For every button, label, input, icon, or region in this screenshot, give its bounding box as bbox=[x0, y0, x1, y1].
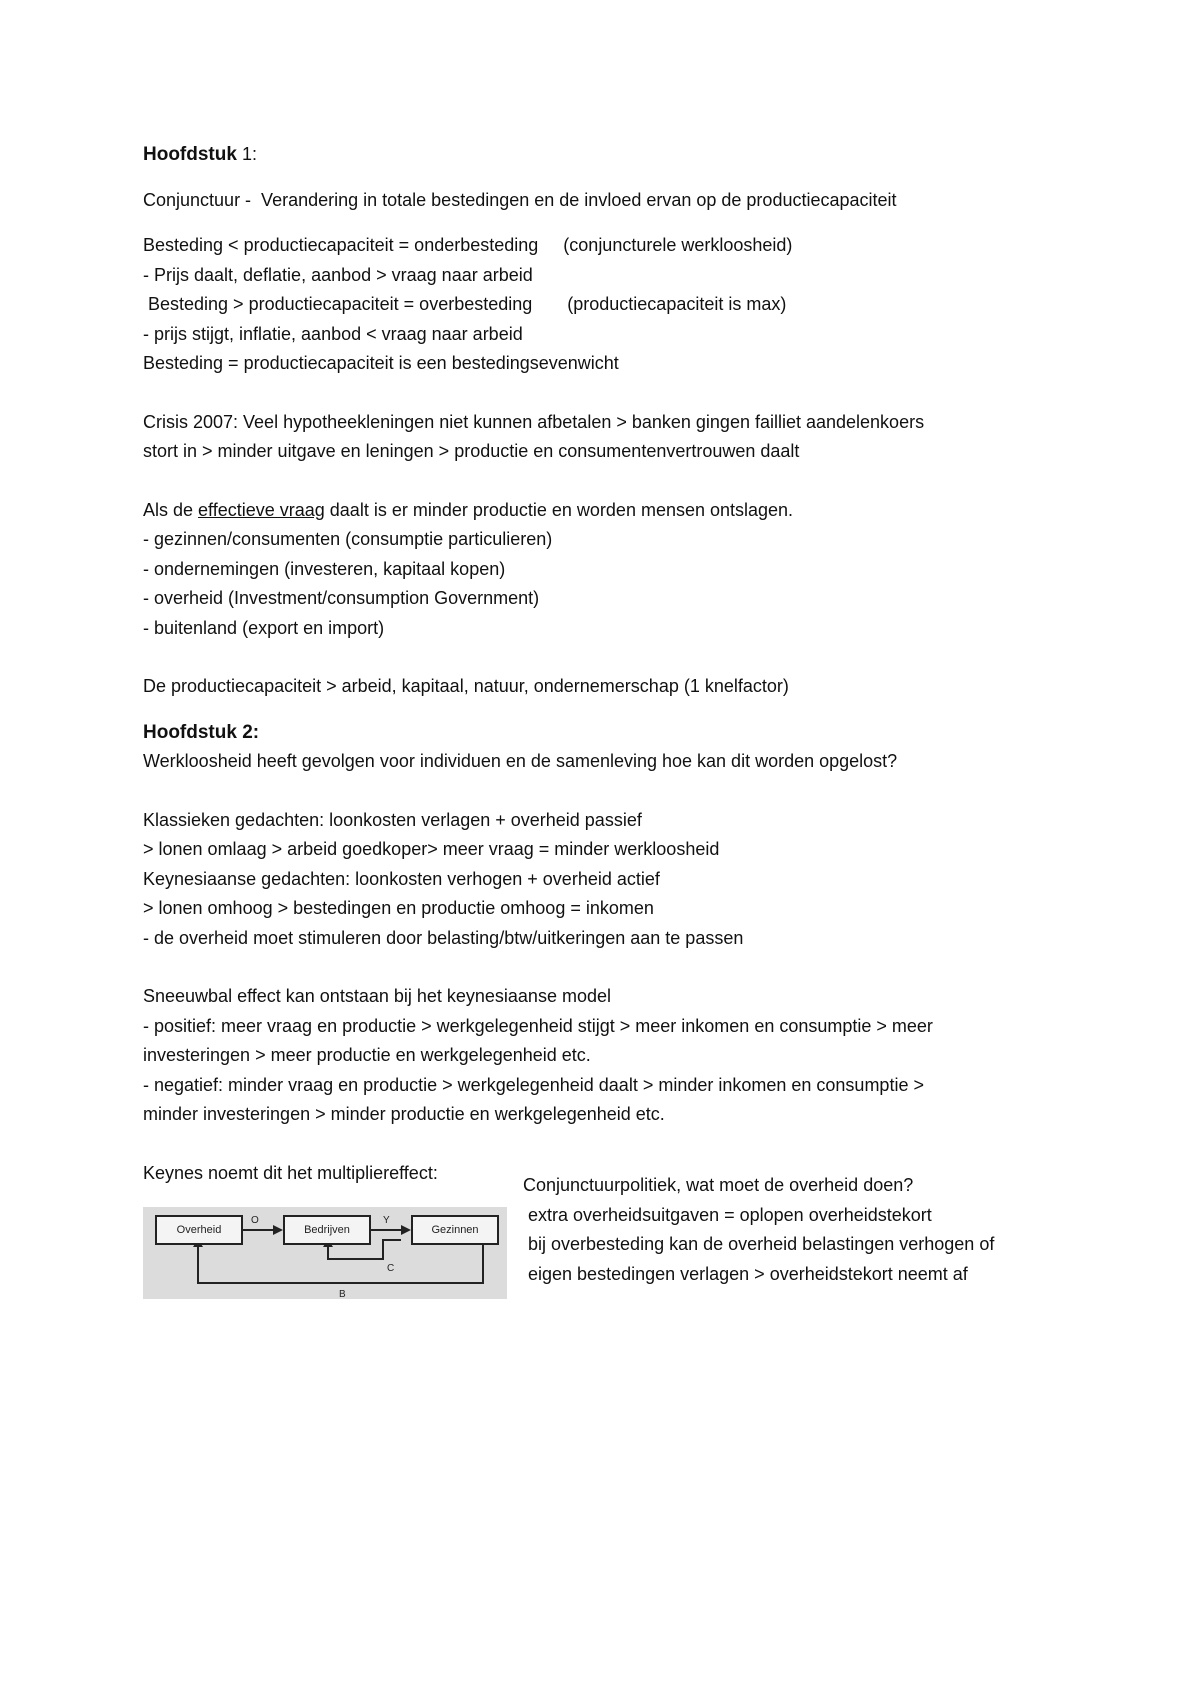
conjunctuurpolitiek-title: Conjunctuurpolitiek, wat moet de overheid doen? bbox=[523, 1175, 914, 1195]
list-item: - overheid (Investment/consumption Government) bbox=[143, 588, 540, 608]
onderbesteding-line: Besteding < productiecapaciteit = onderbesteding (conjuncturele werkloosheid) bbox=[143, 235, 793, 255]
productiecapaciteit-line: De productiecapaciteit > arbeid, kapitaal, natuur, ondernemerschap (1 knelfactor) bbox=[143, 676, 789, 696]
heading-chapter-1: Hoofdstuk 1: bbox=[143, 144, 257, 165]
effectieve-vraag-line: Als de effectieve vraag daalt is er minder productie en worden mensen ontslagen. bbox=[143, 499, 794, 520]
evenwicht-line: Besteding = productiecapaciteit is een bestedingsevenwicht bbox=[143, 353, 619, 373]
diagram-label-o: O bbox=[251, 1215, 259, 1226]
list-item: - buitenland (export en import) bbox=[143, 617, 385, 638]
conjunctuurpolitiek-line: extra overheidsuitgaven = oplopen overheidstekort bbox=[523, 1204, 932, 1225]
crisis-line-1: Crisis 2007: Veel hypotheekleningen niet kunnen afbetalen > banken gingen failliet aandelenkoers bbox=[143, 411, 925, 432]
sneeuwbal-line: Sneeuwbal effect kan ontstaan bij het keynesiaanse model bbox=[143, 986, 611, 1006]
inflatie-line: - prijs stijgt, inflatie, aanbod < vraag naar arbeid bbox=[143, 323, 523, 344]
document-page bbox=[143, 140, 1083, 1188]
diagram-box-bedrijven: Bedrijven bbox=[283, 1215, 371, 1245]
effectieve-vraag-term: effectieve vraag bbox=[198, 499, 325, 520]
conjunctuurpolitiek-line: bij overbesteding kan de overheid belastingen verhogen of bbox=[523, 1234, 995, 1254]
overheid-stimuleren-line: - de overheid moet stimuleren door belasting/btw/uitkeringen aan te passen bbox=[143, 927, 744, 948]
crisis-line-2: stort in > minder uitgave en leningen > productie en consumentenvertrouwen daalt bbox=[143, 441, 800, 461]
multipliereffect-line: Keynes noemt dit het multipliereffect: bbox=[143, 1162, 438, 1183]
conjunctuurpolitiek-block bbox=[523, 1171, 1083, 1289]
sneeuwbal-negatief-2: minder investeringen > minder productie en werkgelegenheid etc. bbox=[143, 1104, 665, 1124]
klassieken-line: Klassieken gedachten: loonkosten verlagen + overheid passief bbox=[143, 809, 642, 830]
keynesiaans-line: Keynesiaanse gedachten: loonkosten verhogen + overheid actief bbox=[143, 868, 660, 889]
sneeuwbal-positief-2: investeringen > meer productie en werkgelegenheid etc. bbox=[143, 1045, 591, 1065]
diagram-label-y: Y bbox=[383, 1215, 390, 1226]
sneeuwbal-negatief-1: - negatief: minder vraag en productie > werkgelegenheid daalt > minder inkomen en consumptie > bbox=[143, 1074, 924, 1095]
diagram-label-b: B bbox=[339, 1289, 346, 1299]
overbesteding-line: Besteding > productiecapaciteit = overbesteding (productiecapaciteit is max) bbox=[143, 294, 787, 314]
sneeuwbal-positief-1: - positief: meer vraag en productie > werkgelegenheid stijgt > meer inkomen en consumptie > meer bbox=[143, 1015, 933, 1036]
klassieken-effect-line: > lonen omlaag > arbeid goedkoper> meer vraag = minder werkloosheid bbox=[143, 839, 720, 859]
diagram-label-c: C bbox=[387, 1263, 395, 1274]
diagram-box-gezinnen: Gezinnen bbox=[411, 1215, 499, 1245]
conjunctuur-definition: Conjunctuur - Verandering in totale bestedingen en de invloed ervan op de productiecapaciteit bbox=[143, 189, 897, 210]
conjunctuurpolitiek-line: eigen bestedingen verlagen > overheidstekort neemt af bbox=[523, 1263, 968, 1284]
list-item: - ondernemingen (investeren, kapitaal kopen) bbox=[143, 558, 506, 579]
deflatie-line: - Prijs daalt, deflatie, aanbod > vraag naar arbeid bbox=[143, 264, 533, 285]
list-item: - gezinnen/consumenten (consumptie particulieren) bbox=[143, 529, 553, 549]
werkloosheid-intro: Werkloosheid heeft gevolgen voor individuen en de samenleving hoe kan dit worden opgelost? bbox=[143, 751, 898, 771]
diagram-box-overheid: Overheid bbox=[155, 1215, 243, 1245]
multiplier-diagram bbox=[143, 1207, 507, 1299]
keynesiaans-effect-line: > lonen omhoog > bestedingen en productie omhoog = inkomen bbox=[143, 898, 654, 918]
heading-chapter-2: Hoofdstuk 2: bbox=[143, 721, 260, 743]
